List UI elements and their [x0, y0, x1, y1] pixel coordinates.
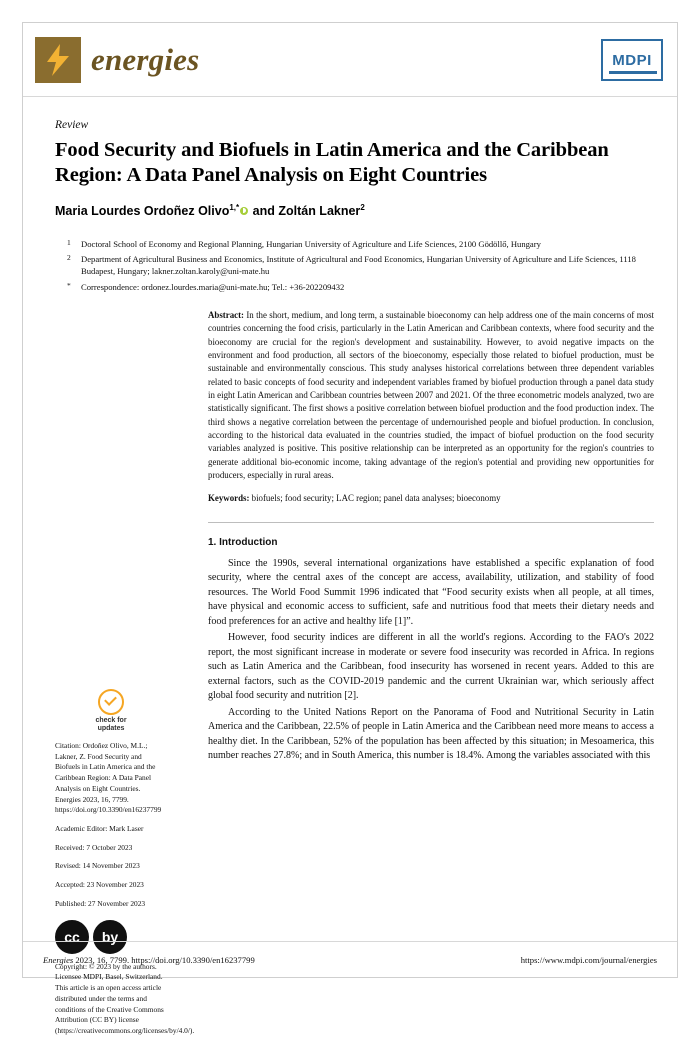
- check-for-updates-badge[interactable]: [55, 689, 167, 733]
- academic-editor: Academic Editor: Mark Laser: [55, 824, 144, 834]
- abstract: [208, 309, 654, 483]
- cc-icon: cc: [55, 920, 89, 954]
- lightning-bolt-icon: [35, 37, 81, 83]
- footer-journal-url[interactable]: https://www.mdpi.com/journal/energies: [520, 954, 657, 965]
- date-revised: Revised: 14 November 2023: [55, 861, 140, 871]
- paragraph: Since the 1990s, several international organizations have established a specific explanation of food security, where the central axes of the concept are access, availability, utilization, and stability of food resources. The World Food Summit 1996 indicated that “Food security exists when all people, at all times, have physical and economic access to sufficient, safe and nutritious food that meets their dietary needs and food preferences for an active and healthy life [1]”.: [208, 557, 654, 627]
- date-accepted: Accepted: 23 November 2023: [55, 880, 144, 890]
- page-footer: [23, 941, 677, 977]
- journal-header: [23, 23, 677, 97]
- affiliation-mark: *: [67, 280, 71, 290]
- introduction-body: [208, 557, 654, 764]
- date-received: Received: 7 October 2023: [55, 842, 133, 852]
- abstract-text: In the short, medium, and long term, a sustainable bioeconomy can help address one of the main concerns of most countries concerning the food crisis, particularly in the Latin American and Caribbean contexts, where food security and the bioeconomy are crucial for the region's development and sustainability. However, to avoid negative impacts on the environment and food production, all sectors of the bioeconomy, especially those related to biofuel production, must be sustainable and environmentally conscious. This study analyses historical correlations between three dependent variables related to basic concepts of food security and independent variables framed by biofuel production through a panel data study in eight Latin American and Caribbean countries between 2007 and 2021. Of the three econometric models analyzed, two are statistically significant. The first shows a positive correlation between biofuel production and the food production index. The third shows a negative correlation between the percentage of undernourished people and biofuel production. In conclusion, according to the historical data evaluated in the countries studied, the impact of biofuel production on the food security variables analyzed is positive. This positive relationship can be interpreted as an opportunity for the region's countries to generate additional bio-economic income, taking advantage of the region's potential and providing new opportunities for producers, especially in rural areas.: [208, 309, 654, 481]
- checkmark-icon: [98, 689, 124, 715]
- author-list: [55, 203, 645, 218]
- journal-logo: [35, 37, 199, 83]
- mdpi-logo: [601, 39, 663, 81]
- keywords-text: biofuels; food security; LAC region; panel data analyses; bioeconomy: [249, 493, 501, 504]
- mdpi-logo-text: MDPI: [612, 51, 652, 69]
- affiliation-row: [67, 281, 645, 293]
- footer-journal-name: Energies: [43, 954, 74, 965]
- affiliation-text: Department of Agricultural Business and Economics, Institute of Agricultural and Food Economics, Hungarian University of Agriculture and Life Sciences, 1118 Budapest, Hungary; lakner.zoltan.karoly@uni-mate.hu: [81, 254, 636, 277]
- section-heading-introduction: 1. Introduction: [208, 536, 278, 548]
- author-2-affil-mark: 2: [360, 202, 365, 212]
- affiliation-mark: 2: [67, 253, 71, 263]
- copyright-block: Copyright: © 2023 by the authors. Licensee MDPI, Basel, Switzerland. This article is an open access article distributed under the terms and conditions of the Creative Commons Attribution (CC BY) license (https://creativecommons.org/licenses/by/4.0/).: [55, 961, 195, 1036]
- author-1: Maria Lourdes Ordoñez Olivo: [55, 203, 230, 218]
- affiliation-row: [67, 253, 645, 277]
- affiliations: [67, 238, 645, 293]
- abstract-label: Abstract:: [208, 309, 244, 320]
- mdpi-logo-bar: [609, 71, 657, 74]
- article-type: Review: [55, 119, 89, 131]
- orcid-icon[interactable]: [240, 207, 248, 215]
- footer-citation-rest: 2023, 16, 7799. https://doi.org/10.3390/en16237799: [73, 954, 255, 965]
- author-2: Zoltán Lakner: [278, 203, 361, 218]
- footer-citation: [43, 955, 255, 965]
- section-divider: [208, 522, 654, 523]
- affiliation-row: [67, 238, 645, 250]
- main-column: [208, 309, 654, 766]
- affiliation-text: Doctoral School of Economy and Regional Planning, Hungarian University of Agriculture and Life Sciences, 2100 Gödöllő, Hungary: [81, 238, 541, 249]
- journal-title: energies: [91, 42, 200, 77]
- paragraph: However, food security indices are different in all the world's regions. According to the FAO's 2022 report, the most significant increase in moderate or severe food insecurity was recorded in Africa. In regions such as Latin America and the Caribbean, food insecurity has worsened in recent years. Added to this are external factors, such as the COVID-2019 pandemic and the current Ukrainian war, which seriously affect global food security and nutrition [2].: [208, 632, 654, 702]
- date-published: Published: 27 November 2023: [55, 898, 146, 908]
- check-updates-line2: updates: [97, 724, 125, 732]
- paper-sheet: [22, 22, 678, 1036]
- page-title: Food Security and Biofuels in Latin America and the Caribbean Region: A Data Panel Analysis on Eight Countries: [55, 139, 609, 187]
- keywords-label: Keywords:: [208, 493, 250, 504]
- affiliation-mark: 1: [67, 237, 71, 247]
- cc-by-icon: by: [93, 920, 127, 954]
- author-1-affil-mark: 1,*: [229, 202, 240, 212]
- author-conjunction: and: [252, 203, 275, 218]
- check-updates-line1: check for: [95, 716, 127, 724]
- affiliation-text: Correspondence: ordonez.lourdes.maria@uni-mate.hu; Tel.: +36-202209432: [81, 281, 345, 292]
- citation-block: Citation: Ordoñez Olivo, M.L.; Lakner, Z. Food Security and Biofuels in Latin America and the Caribbean Region: A Data Panel Analysis on Eight Countries. Energies 2023, 16, 7799. https://doi.org/10.3390/en16237799: [55, 740, 162, 815]
- keywords: [208, 492, 654, 505]
- paragraph: According to the United Nations Report on the Panorama of Food and Nutritional Security in Latin America and the Caribbean, 22.5% of people in Latin America and the Caribbean need more means to access a healthy diet. In the Caribbean, 52% of the population has been affected by this situation; in Mesoamerica, this number reaches 27.8%; and in South America, this number is 18.4%. Among the variables associated with this: [208, 706, 654, 762]
- article-metadata-sidebar: [55, 689, 195, 1045]
